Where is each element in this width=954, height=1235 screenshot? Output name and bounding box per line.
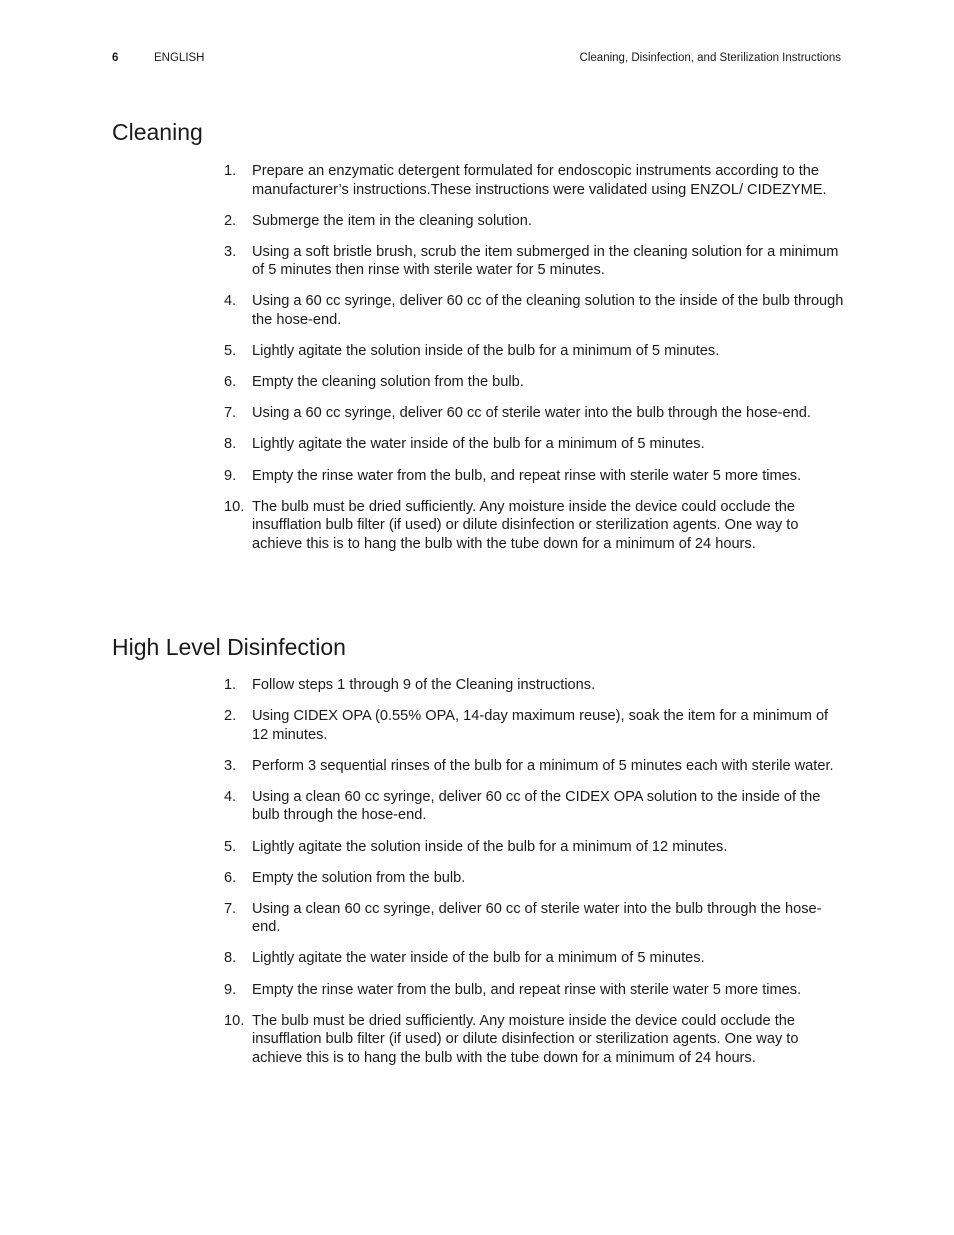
section-title-high-level-disinfection: High Level Disinfection (112, 634, 346, 660)
step-number: 8. (224, 950, 237, 967)
step-text: Lightly agitate the solution inside of the bulb for a minimum of 12 minutes. (252, 838, 728, 855)
step-number: 6. (224, 374, 237, 391)
step-text: Using a 60 cc syringe, deliver 60 cc of the cleaning solution to the inside of the bulb through the hose-end. (252, 293, 844, 329)
step-number: 2. (224, 708, 237, 725)
list-item (224, 676, 844, 695)
step-number: 3. (224, 243, 237, 260)
language-label: ENGLISH (154, 52, 205, 64)
list-item (224, 1012, 844, 1068)
list-item (224, 981, 844, 1000)
list-item (224, 342, 844, 361)
step-text: Lightly agitate the solution inside of the bulb for a minimum of 5 minutes. (252, 343, 720, 360)
step-number: 8. (224, 436, 237, 453)
list-item (224, 162, 844, 199)
list-item (224, 838, 844, 857)
step-text: Lightly agitate the water inside of the bulb for a minimum of 5 minutes. (252, 950, 705, 967)
step-text: Using a 60 cc syringe, deliver 60 cc of sterile water into the bulb through the hose-end. (252, 405, 811, 422)
document-title: Cleaning, Disinfection, and Sterilization Instructions (579, 52, 841, 64)
list-item (224, 212, 844, 231)
step-number: 5. (224, 343, 237, 360)
step-text: Empty the cleaning solution from the bulb. (252, 374, 524, 391)
page-header (112, 52, 841, 68)
list-item (224, 467, 844, 486)
step-number: 1. (224, 677, 237, 693)
step-number: 9. (224, 981, 237, 998)
list-item (224, 757, 844, 776)
step-text: Lightly agitate the water inside of the bulb for a minimum of 5 minutes. (252, 436, 705, 453)
step-text: The bulb must be dried sufficiently. Any moisture inside the device could occlude the insufflation bulb filter (if used) or dilute disinfection or sterilization agents. One way to achieve this is to hang the bulb with the tube down for a minimum of 24 hours. (252, 498, 799, 552)
step-number: 5. (224, 838, 237, 855)
step-number: 4. (224, 788, 237, 805)
step-text: Using a soft bristle brush, scrub the item submerged in the cleaning solution for a minimum of 5 minutes then rinse with sterile water for 5 minutes. (252, 243, 839, 279)
step-text: Prepare an enzymatic detergent formulated for endoscopic instruments according to the manufacturer’s instructions.These instructions were validated using ENZOL/ CIDEZYME. (252, 163, 827, 198)
step-number: 10. (224, 1012, 245, 1029)
step-number: 3. (224, 757, 237, 774)
step-number: 7. (224, 405, 237, 422)
step-text: Empty the rinse water from the bulb, and repeat rinse with sterile water 5 more times. (252, 467, 802, 484)
step-text: Empty the rinse water from the bulb, and repeat rinse with sterile water 5 more times. (252, 981, 802, 998)
list-item (224, 404, 844, 423)
step-number: 7. (224, 900, 237, 917)
step-text: Using a clean 60 cc syringe, deliver 60 cc of sterile water into the bulb through the hose-end. (252, 900, 822, 936)
list-item (224, 498, 844, 554)
step-number: 2. (224, 212, 237, 229)
step-text: The bulb must be dried sufficiently. Any moisture inside the device could occlude the insufflation bulb filter (if used) or dilute disinfection or sterilization agents. One way to achieve this is to hang the bulb with the tube down for a minimum of 24 hours. (252, 1012, 799, 1066)
list-item (224, 435, 844, 454)
step-number: 9. (224, 467, 237, 484)
list-item (224, 292, 844, 329)
list-item (224, 900, 844, 937)
step-text: Follow steps 1 through 9 of the Cleaning instructions. (252, 677, 596, 693)
step-text: Using CIDEX OPA (0.55% OPA, 14-day maximum reuse), soak the item for a minimum of 12 minutes. (252, 708, 829, 743)
page-number: 6 (112, 52, 119, 64)
list-item (224, 788, 844, 825)
step-number: 4. (224, 293, 237, 310)
list-item (224, 949, 844, 968)
step-number: 1. (224, 163, 237, 179)
list-item (224, 373, 844, 392)
step-number: 10. (224, 498, 245, 515)
disinfection-steps-list (224, 676, 844, 1080)
cleaning-steps-list (224, 162, 844, 566)
step-text: Perform 3 sequential rinses of the bulb for a minimum of 5 minutes each with sterile water. (252, 757, 834, 774)
step-text: Using a clean 60 cc syringe, deliver 60 cc of the CIDEX OPA solution to the inside of the bulb through the hose-end. (252, 788, 821, 824)
step-number: 6. (224, 869, 237, 886)
list-item (224, 707, 844, 744)
list-item (224, 869, 844, 888)
step-text: Submerge the item in the cleaning solution. (252, 212, 532, 229)
section-title-cleaning: Cleaning (112, 119, 203, 145)
step-text: Empty the solution from the bulb. (252, 869, 466, 886)
list-item (224, 243, 844, 280)
